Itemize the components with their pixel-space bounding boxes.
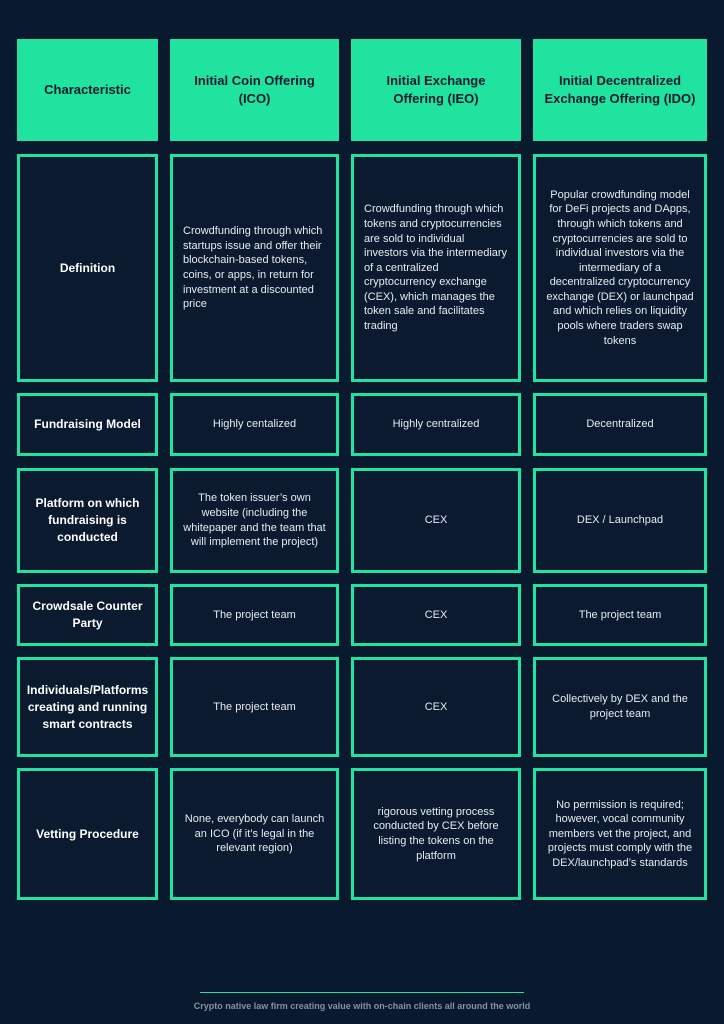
platform-ieo: CEX bbox=[351, 468, 521, 573]
definition-ieo: Crowdfunding through which tokens and cryptocurrencies are sold to individual investors via the intermediary of a centralized cryptocurrency exchange (CEX), which manages the token sale and facilitates trading bbox=[351, 154, 521, 382]
fundraising-model-ico: Highly centalized bbox=[170, 393, 339, 456]
row-label-platform: Platform on which fundraising is conducted bbox=[17, 468, 158, 573]
definition-ico: Crowdfunding through which startups issue and offer their blockchain-based tokens, coins, or apps, in return for investment at a discounted price bbox=[170, 154, 339, 382]
row-label-smart-contracts: Individuals/Platforms creating and running smart contracts bbox=[17, 657, 158, 757]
row-label-definition: Definition bbox=[17, 154, 158, 382]
row-label-vetting-procedure: Vetting Procedure bbox=[17, 768, 158, 900]
header-ico: Initial Coin Offering (ICO) bbox=[170, 39, 339, 141]
smart-contracts-ico: The project team bbox=[170, 657, 339, 757]
counter-party-ico: The project team bbox=[170, 584, 339, 646]
header-characteristic: Characteristic bbox=[17, 39, 158, 141]
platform-ico: The token issuer’s own website (including the whitepaper and the team that will implement the project) bbox=[170, 468, 339, 573]
smart-contracts-ieo: CEX bbox=[351, 657, 521, 757]
fundraising-model-ido: Decentralized bbox=[533, 393, 707, 456]
counter-party-ieo: CEX bbox=[351, 584, 521, 646]
smart-contracts-ido: Collectively by DEX and the project team bbox=[533, 657, 707, 757]
footer-divider bbox=[200, 992, 524, 993]
vetting-ico: None, everybody can launch an ICO (if it’s legal in the relevant region) bbox=[170, 768, 339, 900]
header-ido: Initial Decentralized Exchange Offering (IDO) bbox=[533, 39, 707, 141]
vetting-ido: No permission is required; however, vocal community members vet the project, and projects must comply with the DEX/launchpad’s standards bbox=[533, 768, 707, 900]
counter-party-ido: The project team bbox=[533, 584, 707, 646]
footer-tagline: Crypto native law firm creating value with on-chain clients all around the world bbox=[193, 1001, 531, 1011]
platform-ido: DEX / Launchpad bbox=[533, 468, 707, 573]
vetting-ieo: rigorous vetting process conducted by CEX before listing the tokens on the platform bbox=[351, 768, 521, 900]
header-ieo: Initial Exchange Offering (IEO) bbox=[351, 39, 521, 141]
fundraising-model-ieo: Highly centralized bbox=[351, 393, 521, 456]
row-label-fundraising-model: Fundraising Model bbox=[17, 393, 158, 456]
definition-ido: Popular crowdfunding model for DeFi projects and DApps, through which tokens and cryptocurrencies are sold to individual investors via the intermediary of a decentralized cryptocurrency exchange (DEX) or launchpad and which relies on liquidity pools where traders swap tokens bbox=[533, 154, 707, 382]
row-label-crowdsale-counter-party: Crowdsale Counter Party bbox=[17, 584, 158, 646]
